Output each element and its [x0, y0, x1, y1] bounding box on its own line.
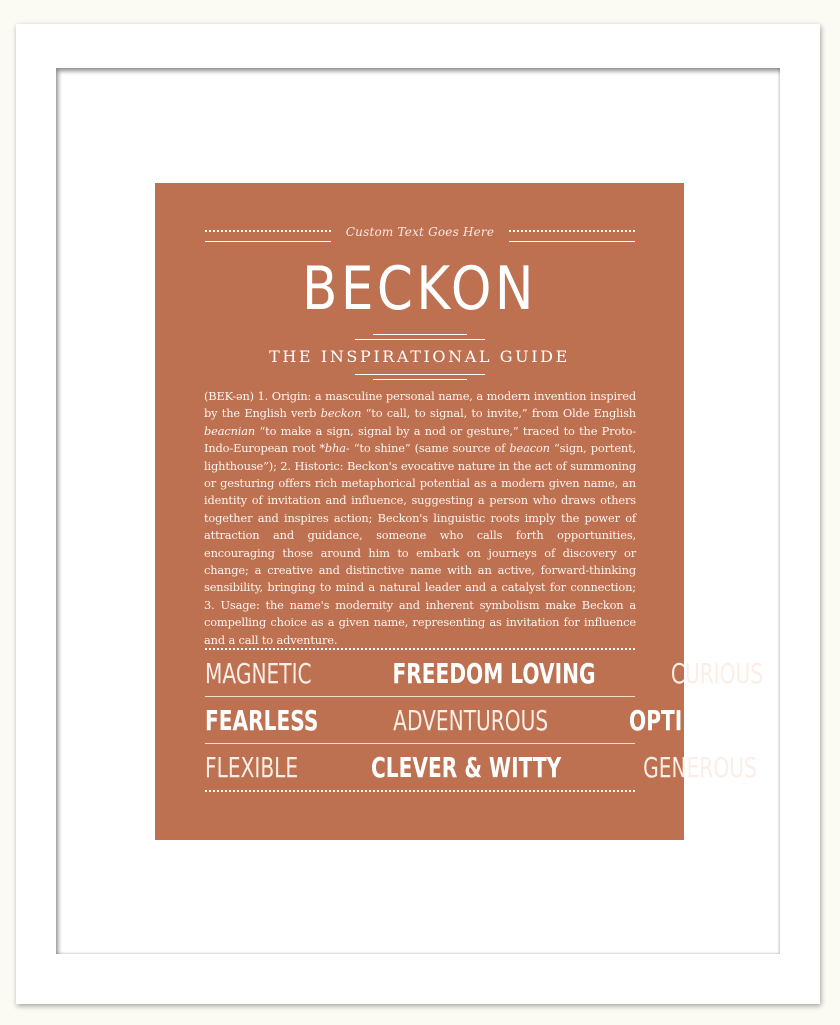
definition-text: “sign, portent, lighthouse”); 2. Historic: Beckon's evocative nature in the act of summoning or gesturing offers rich metaphorical potential as a modern given name, an identity of invitation and influence, suggesting a person who draws others together and inspires action; Beckon's linguistic roots imply the power of attraction and guidance, someone who calls forth opportunities, encouraging those around him to embark on journeys of discovery or change; a creative and distinctive name with an active, forward-thinking sensibility, bringing to mind a natural leader and a catalyst for connection; 3. Usage: the name's modernity and inherent symbolism make Beckon a compelling choice as a given name, representing as invitation for influence and a call to adventure.: [204, 441, 636, 647]
custom-text-row: [205, 225, 635, 245]
traits-row-3: [205, 750, 757, 786]
traits-top-divider: [205, 648, 635, 650]
dotted-divider-right: [509, 230, 635, 242]
traits-row-1: [205, 656, 764, 692]
trait-word: FREEDOM LOVING: [392, 657, 596, 690]
subtitle: THE INSPIRATIONAL GUIDE: [269, 347, 570, 366]
trait-word: FLEXIBLE: [205, 751, 299, 784]
name-title: BECKON: [302, 254, 537, 324]
traits-bottom-divider: [205, 790, 635, 792]
definition-italic: beckon: [320, 406, 362, 421]
trait-word: FEARLESS: [205, 704, 319, 737]
trait-word: ADVENTUROUS: [392, 704, 548, 737]
trait-word: CLEVER & WITTY: [371, 751, 562, 784]
definition-italic: *bha-: [319, 441, 350, 456]
title-rule-short: [373, 334, 467, 335]
traits-divider: [205, 696, 635, 697]
definition-text: “to make a sign, signal by a nod or gesture,” traced to the Proto-Indo-European root: [204, 423, 636, 456]
subtitle-rule-short: [373, 379, 467, 380]
traits-row-2: [205, 703, 761, 739]
trait-word: GENEROUS: [642, 751, 757, 784]
subtitle-rule-long: [355, 374, 485, 375]
trait-word: CURIOUS: [670, 657, 764, 690]
name-definition: [204, 388, 636, 649]
definition-text: “to shine” (same source of: [349, 441, 510, 456]
title-rule-long: [355, 339, 485, 340]
name-print: [155, 183, 764, 840]
definition-text: (BEK-ən) 1. Origin: a masculine personal name, a modern invention inspired by the English verb: [204, 389, 636, 421]
trait-word: OPTIMISTIC: [628, 704, 761, 737]
definition-italic: beacon: [509, 441, 550, 456]
traits-divider: [205, 743, 635, 744]
trait-word: MAGNETIC: [205, 657, 312, 690]
custom-text: Custom Text Goes Here: [345, 225, 495, 239]
definition-text: “to call, to signal, to invite,” from Olde English: [361, 406, 636, 421]
definition-italic: beacnian: [204, 423, 256, 438]
